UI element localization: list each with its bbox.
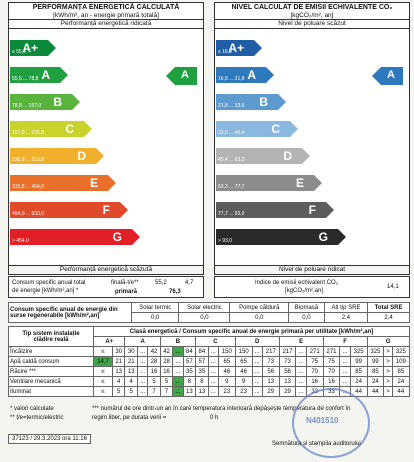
- class-table-cell: 217: [262, 347, 279, 357]
- class-table-cell: 5: [112, 387, 125, 397]
- scale-bar-b: [10, 94, 72, 110]
- scale-bar-range: ≤ 55,5: [12, 49, 26, 55]
- right-bottom-label: [214, 266, 410, 275]
- scale-bar-range: 55,5 ... 78,8: [12, 76, 39, 82]
- utility-name: Încălzire: [9, 347, 94, 357]
- class-table-cell: ...: [252, 347, 262, 357]
- class-table-left-header-1: Tip sistem instalație: [22, 330, 80, 337]
- class-table-cell: 217: [279, 347, 296, 357]
- class-table-cell: ...: [252, 377, 262, 387]
- class-table-cell: ...: [208, 357, 218, 367]
- primary-label: primară: [115, 289, 138, 295]
- class-table-cell: ...: [296, 347, 306, 357]
- class-table-cell: ...: [173, 367, 183, 377]
- scale-bar-f: [216, 202, 326, 218]
- scale-bar-letter: C: [65, 122, 74, 136]
- class-table-main-header: Clasă energetică / Consum specific anual de energie primară per utilitate [kWh/m²,an]: [94, 327, 410, 337]
- class-table-cell: 16: [160, 367, 173, 377]
- class-table-cell: 21: [112, 357, 125, 367]
- class-table-cell: 42: [160, 347, 173, 357]
- class-table-cell: 84: [183, 347, 196, 357]
- class-table-cell: ...: [173, 347, 183, 357]
- class-table-cell: 23: [235, 387, 252, 397]
- scale-bar-e: [10, 175, 108, 191]
- class-table-cell: 4: [112, 377, 125, 387]
- class-table-cell: ...: [137, 367, 147, 377]
- class-table-cell: 35: [183, 367, 196, 377]
- class-table-cell: 42: [148, 347, 161, 357]
- class-table-cell: 13: [262, 377, 279, 387]
- final-electric-value: 4,7: [185, 280, 194, 286]
- stamp-number: N401510: [306, 416, 339, 425]
- scale-bar-letter: C: [271, 122, 280, 136]
- consumption-label-1: Consum specific anual total: [12, 280, 86, 286]
- class-table-cell: 24: [350, 377, 367, 387]
- class-table-cell: 33: [323, 387, 340, 397]
- class-table-cell: 271: [306, 347, 323, 357]
- class-table-cell: ...: [296, 387, 306, 397]
- class-table-row: [9, 377, 410, 387]
- class-table-cell: 13: [196, 387, 209, 397]
- scale-bar-letter: G: [318, 230, 328, 244]
- class-table-cell: ...: [137, 347, 147, 357]
- scale-bar-e: [216, 175, 314, 191]
- scale-bar-arrow: [314, 175, 322, 191]
- class-table-cell: ...: [173, 387, 183, 397]
- scale-bar-range: 454,0 ... 533,0: [12, 211, 44, 217]
- class-table-cell: 65: [218, 357, 235, 367]
- emission-index-box: [214, 276, 410, 298]
- scale-bar-aplus: [216, 40, 254, 56]
- class-table-cell: 85: [367, 367, 384, 377]
- class-table-cell: 150: [235, 347, 252, 357]
- class-table-cell: 7: [160, 387, 173, 397]
- class-table-cell: ≤: [94, 377, 113, 387]
- scale-bar-arrow: [254, 40, 262, 56]
- scale-bar-range: 33,6 ... 45,4: [218, 130, 245, 136]
- class-table-cell: 84: [196, 347, 209, 357]
- class-table-cell: ≤: [94, 367, 113, 377]
- class-table-cell: 13: [279, 377, 296, 387]
- utility-name: Iluminat: [9, 387, 94, 397]
- consumption-box: [8, 276, 204, 298]
- scale-bar-letter: A: [41, 68, 50, 82]
- class-table-cell: ...: [340, 387, 350, 397]
- renewable-header: Biomasă: [289, 303, 325, 313]
- right-top-label: Nivel de poluare scăzut: [215, 19, 409, 29]
- scale-bar-range: 63,3 ... 77,7: [218, 184, 245, 190]
- renewable-label: [9, 303, 132, 323]
- scale-bar-arrow: [84, 121, 92, 137]
- footnote-1: * valori calculate: [10, 406, 54, 412]
- scale-bar-arrow: [96, 148, 104, 164]
- signature-label: Semnătura și ștampila auditorului: [272, 441, 361, 447]
- left-class-indicator: [175, 67, 197, 85]
- class-table-cell: ...: [208, 377, 218, 387]
- class-table-cell: ...: [252, 387, 262, 397]
- final-label: finală-t/e**: [111, 280, 139, 286]
- class-table-cell: 57: [183, 357, 196, 367]
- class-table-cell: 24: [367, 377, 384, 387]
- scale-bar-letter: E: [89, 176, 98, 190]
- class-table-cell: 8: [183, 377, 196, 387]
- class-table-cell: 44: [350, 387, 367, 397]
- scale-bar-range: > 454,0: [12, 238, 29, 244]
- class-table-cell: 28: [148, 357, 161, 367]
- renewable-value: 2,4: [368, 313, 410, 323]
- renewable-label-1: Consum specific anual de energie din: [10, 306, 118, 313]
- class-table-cell: 75: [306, 357, 323, 367]
- class-table-cell: 28: [160, 357, 173, 367]
- scale-bar-d: [216, 148, 302, 164]
- class-table-cell: 325: [350, 347, 367, 357]
- class-table-cell: ...: [340, 367, 350, 377]
- class-table-cell: 46: [218, 367, 235, 377]
- scale-bar-range: 157,0 ... 236,8: [12, 130, 44, 136]
- class-table-cell: 85: [392, 367, 409, 377]
- class-table-cell: 24: [392, 377, 409, 387]
- class-table-cell: ...: [296, 377, 306, 387]
- class-table-cell: ...: [296, 367, 306, 377]
- footnote-4-value: 0 h: [210, 415, 219, 421]
- right-panel-title: NIVEL CALCULAT DE EMISII ECHIVALENTE CO₂: [231, 4, 393, 11]
- scale-bar-arrow: [108, 175, 116, 191]
- class-column-header: B: [160, 337, 195, 347]
- class-table-cell: 13: [125, 367, 138, 377]
- left-class-letter: A: [181, 69, 189, 81]
- scale-bar-arrow: [290, 121, 298, 137]
- class-table-cell: 65: [235, 357, 252, 367]
- scale-bar-arrow: [120, 202, 128, 218]
- class-table-cell: 30: [125, 347, 138, 357]
- class-table-cell: 46: [235, 367, 252, 377]
- utility-name: Ventilare mecanică: [9, 377, 94, 387]
- footnote-2: ** t/e=termic/electric: [10, 415, 64, 421]
- class-table-cell: 56: [279, 367, 296, 377]
- left-panel-title: PERFORMANȚA ENERGETICĂ CALCULATĂ: [32, 4, 180, 11]
- scale-bar-arrow: [60, 67, 68, 83]
- class-table-cell: 150: [218, 347, 235, 357]
- class-table-cell: 75: [323, 357, 340, 367]
- class-table-cell: 5: [125, 387, 138, 397]
- renewable-value: 2,4: [324, 313, 367, 323]
- scale-bar-arrow: [278, 94, 286, 110]
- scale-bar-range: 45,4 ... 63,3: [218, 157, 245, 163]
- renewable-header: Solar electric: [179, 303, 230, 313]
- scale-bar-range: 78,8 ... 157,0: [12, 103, 42, 109]
- scale-bar-letter: F: [308, 203, 316, 217]
- left-bottom-label-text: Performanță energetică scăzută: [8, 266, 204, 275]
- scale-bar-b: [216, 94, 278, 110]
- class-table-cell: 23: [218, 387, 235, 397]
- class-table-cell: 73: [279, 357, 296, 367]
- class-table-cell: ...: [340, 347, 350, 357]
- class-column-header: E: [279, 337, 323, 347]
- scale-bar-g: [216, 229, 338, 245]
- scale-bar-arrow: [48, 40, 56, 56]
- class-table-cell: >: [384, 347, 392, 357]
- scale-bar-arrow: [326, 202, 334, 218]
- primary-value: 76,3: [169, 289, 181, 295]
- left-panel-subtitle: [kWh/m², an - energie primară totală]: [53, 12, 159, 19]
- scale-bar-g: [10, 229, 132, 245]
- scale-bar-range: 16,8 ... 21,8: [218, 76, 245, 82]
- scale-bar-arrow: [132, 229, 140, 245]
- class-table-cell: ...: [173, 377, 183, 387]
- scale-bar-range: 315,8 ... 454,0: [12, 184, 44, 190]
- class-table-cell: 5: [148, 377, 161, 387]
- left-top-label: Performanță energetică ridicată: [9, 19, 203, 29]
- class-column-header: A: [125, 337, 160, 347]
- scale-bar-range: ≤ 16,8: [218, 49, 232, 55]
- right-bottom-label-text: Nivel de poluare ridicat: [214, 266, 410, 275]
- class-table-cell: ...: [252, 367, 262, 377]
- scale-bar-aplus: [10, 40, 48, 56]
- scale-bar-letter: D: [283, 149, 292, 163]
- renewable-value: 0,0: [179, 313, 230, 323]
- scale-bar-range: > 93,0: [218, 238, 233, 244]
- class-table-cell: 44: [367, 387, 384, 397]
- class-table-cell: 325: [367, 347, 384, 357]
- renewable-label-2: surse regenerabile [kWh/m²,an]: [10, 312, 100, 319]
- renewable-header: Alt tip SRE: [324, 303, 367, 313]
- class-table-row: [9, 367, 410, 377]
- renewable-header: Solar termic: [132, 303, 179, 313]
- right-class-indicator: [381, 67, 403, 85]
- scale-bar-letter: B: [259, 95, 268, 109]
- class-table-cell: 44: [392, 387, 409, 397]
- class-table-cell: ...: [137, 377, 147, 387]
- utility-name: Răcire ***: [9, 367, 94, 377]
- scale-bar-letter: D: [77, 149, 86, 163]
- class-table-cell: 29: [279, 387, 296, 397]
- class-table-cell: 35: [196, 367, 209, 377]
- emission-index-value: 14,1: [387, 284, 399, 290]
- class-table-cell: 109: [392, 357, 409, 367]
- class-table-cell: 325: [392, 347, 409, 357]
- utility-name: Apă caldă consum: [9, 357, 94, 367]
- scale-bar-c: [10, 121, 84, 137]
- class-table-cell: 14,7: [94, 357, 113, 367]
- class-column-header: D: [235, 337, 279, 347]
- scale-bar-letter: A+: [22, 41, 38, 55]
- class-table-cell: 9: [235, 377, 252, 387]
- class-table-cell: 21: [125, 357, 138, 367]
- class-table-cell: >: [384, 357, 392, 367]
- scale-bar-letter: A: [247, 68, 256, 82]
- renewable-header: Pompe căldură: [230, 303, 289, 313]
- class-table-left-header-2: clădire reală: [33, 336, 69, 343]
- class-table-cell: >: [384, 387, 392, 397]
- class-table-cell: 30: [112, 347, 125, 357]
- final-thermal-value: 55,2: [155, 280, 167, 286]
- renewable-value: 0,0: [289, 313, 325, 323]
- class-column-header: C: [196, 337, 236, 347]
- scale-bar-arrow: [302, 148, 310, 164]
- class-column-header: G: [367, 337, 409, 347]
- class-table-cell: 5: [160, 377, 173, 387]
- class-table-cell: ...: [208, 347, 218, 357]
- scale-bar-a: [216, 67, 266, 83]
- document-id: 37123 / 29.3.2023 ora 11:16: [8, 434, 91, 444]
- emission-index-label-1: Indice de emisii echivalent CO₂: [255, 280, 339, 286]
- scale-bar-letter: E: [295, 176, 304, 190]
- class-table-cell: ...: [137, 357, 147, 367]
- scale-bar-d: [10, 148, 96, 164]
- scale-bar-range: 236,8 ... 315,8: [12, 157, 44, 163]
- class-table-cell: ...: [137, 387, 147, 397]
- class-table-row: [9, 347, 410, 357]
- scale-bar-arrow: [266, 67, 274, 83]
- footnote-4: regim liber, pe durata verii =: [92, 415, 167, 421]
- class-table-cell: ...: [340, 377, 350, 387]
- class-table-left-header: [9, 327, 94, 347]
- class-table-cell: 99: [367, 357, 384, 367]
- class-table-cell: 16: [306, 377, 323, 387]
- class-table-cell: ...: [208, 367, 218, 377]
- class-table-cell: 9: [218, 377, 235, 387]
- scale-bar-letter: A+: [228, 41, 244, 55]
- class-table-cell: ...: [173, 357, 183, 367]
- left-energy-scale: [10, 40, 150, 260]
- scale-bar-range: 21,8 ... 33,6: [218, 103, 245, 109]
- class-table-cell: 16: [148, 367, 161, 377]
- class-table-cell: 4: [125, 377, 138, 387]
- class-table-cell: 70: [323, 367, 340, 377]
- class-table-cell: >: [384, 377, 392, 387]
- class-table-cell: 33: [306, 387, 323, 397]
- class-table-cell: 7: [148, 387, 161, 397]
- scale-bar-arrow: [338, 229, 346, 245]
- class-table-cell: ...: [340, 357, 350, 367]
- right-emission-scale: [216, 40, 356, 260]
- class-table-row: [9, 357, 410, 367]
- class-table-cell: 99: [350, 357, 367, 367]
- class-column-header: A+: [94, 337, 125, 347]
- class-table-cell: 16: [323, 377, 340, 387]
- emission-index-label-2: [kgCO₂/m²,an]: [285, 288, 324, 294]
- class-table-cell: 29: [262, 387, 279, 397]
- scale-bar-a: [10, 67, 60, 83]
- scale-bar-letter: G: [112, 230, 122, 244]
- class-table-cell: 56: [262, 367, 279, 377]
- class-table-cell: >: [384, 367, 392, 377]
- scale-bar-letter: F: [102, 203, 110, 217]
- class-table-cell: 70: [306, 367, 323, 377]
- renewable-value: 0,0: [132, 313, 179, 323]
- scale-bar-c: [216, 121, 290, 137]
- renewable-section: [8, 302, 410, 323]
- class-table-cell: 85: [350, 367, 367, 377]
- class-table-cell: ≤: [94, 347, 113, 357]
- renewable-header: Total SRE: [368, 303, 410, 313]
- class-table-cell: 271: [323, 347, 340, 357]
- right-class-letter: A: [387, 69, 395, 81]
- class-table-cell: 57: [196, 357, 209, 367]
- scale-bar-letter: B: [53, 95, 62, 109]
- class-table-section: [8, 326, 410, 397]
- class-column-header: F: [323, 337, 367, 347]
- scale-bar-arrow: [72, 94, 80, 110]
- class-table-cell: 13: [183, 387, 196, 397]
- consumption-label-2: de energie [kWh/m²,an] *: [12, 288, 79, 294]
- left-bottom-label: [8, 266, 204, 275]
- right-panel-subtitle: [kgCO₂/m², an]: [290, 12, 334, 19]
- scale-bar-f: [10, 202, 120, 218]
- class-table-cell: ≤: [94, 387, 113, 397]
- class-table-cell: 13: [112, 367, 125, 377]
- renewable-value: 0,0: [230, 313, 289, 323]
- scale-bar-range: 77,7 ... 93,0: [218, 211, 245, 217]
- class-table-cell: ...: [252, 357, 262, 367]
- class-table-cell: 73: [262, 357, 279, 367]
- footnote-3: *** numărul de ore dintr-un an în care temperatura interioară depășește temperatura de confort în: [92, 406, 351, 412]
- class-table-cell: 8: [196, 377, 209, 387]
- class-table-cell: ...: [296, 357, 306, 367]
- class-table-cell: ...: [208, 387, 218, 397]
